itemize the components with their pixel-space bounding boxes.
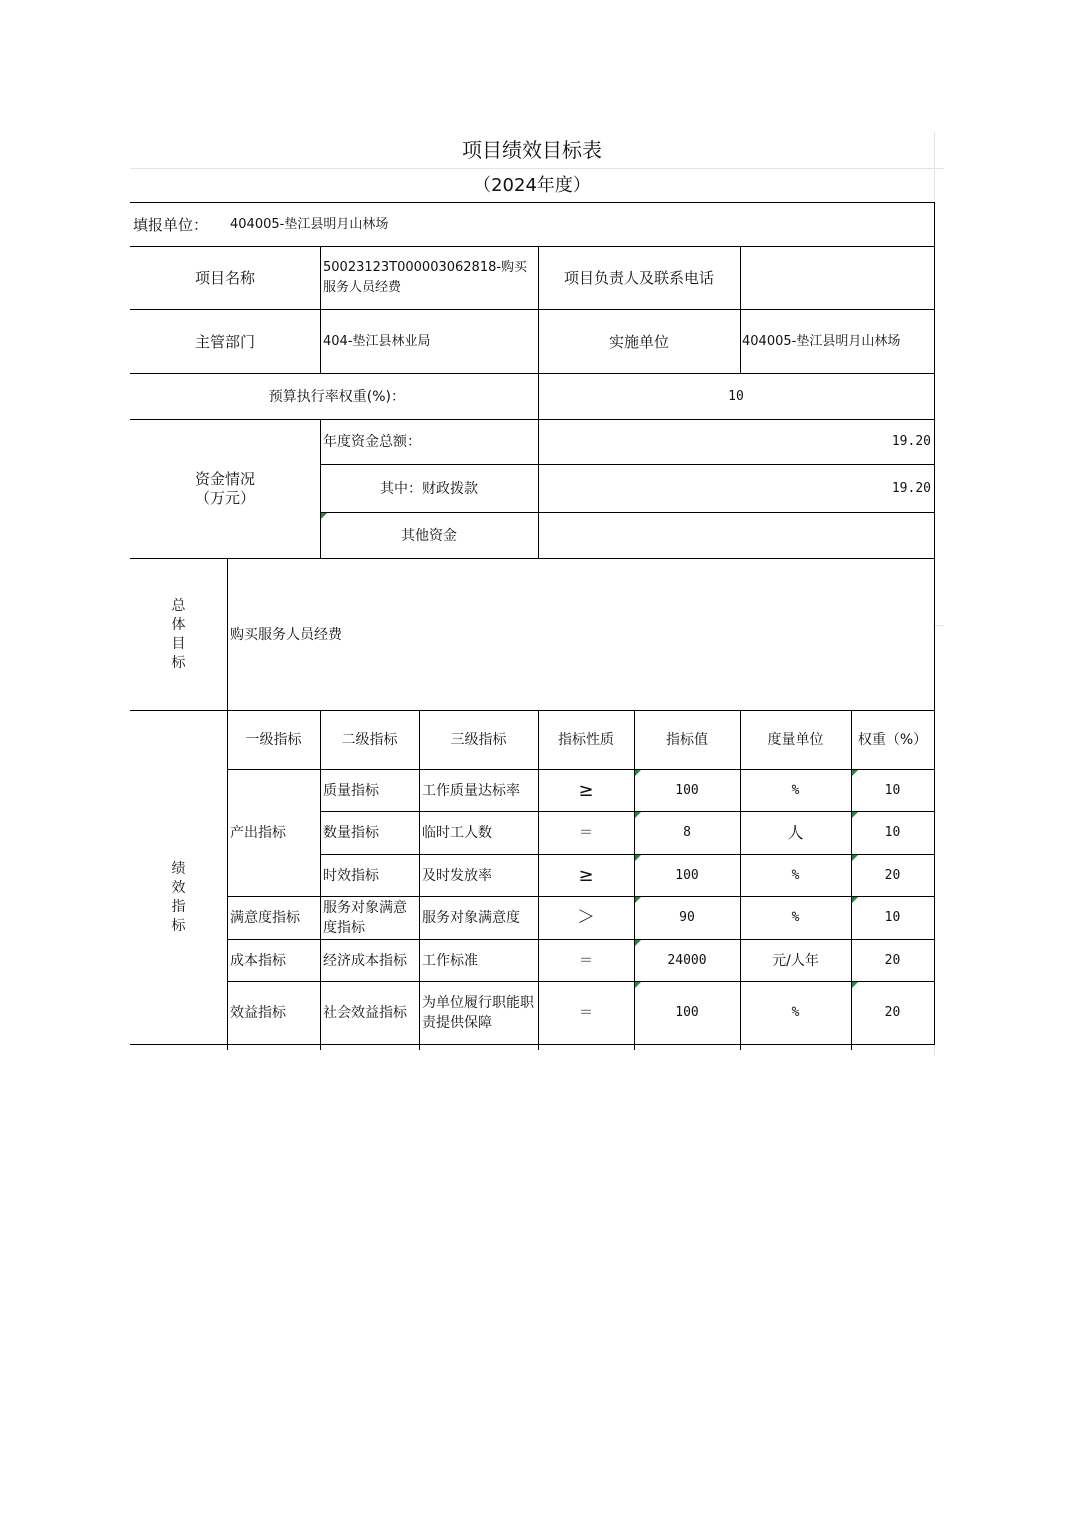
indicator-nature: ≥ — [578, 779, 594, 801]
indicator-level3: 及时发放率 — [422, 867, 492, 884]
goal-char: 标 — [171, 654, 186, 671]
indicator-level2: 经济成本指标 — [323, 952, 407, 969]
perf-char: 指 — [171, 898, 186, 915]
impl-label: 实施单位 — [608, 332, 669, 351]
goal-value: 购买服务人员经费 — [230, 626, 342, 643]
header-level1: 一级指标 — [245, 732, 302, 748]
indicator-unit: % — [791, 782, 800, 798]
header-level2: 二级指标 — [341, 732, 398, 748]
funds-fiscal-value: 19.20 — [891, 480, 931, 496]
indicator-weight: 20 — [884, 867, 901, 883]
project-name-label: 项目名称 — [194, 269, 255, 287]
indicator-level2: 时效指标 — [323, 867, 379, 884]
dept-value: 404-垫江县林业局 — [323, 333, 431, 349]
header-value: 指标值 — [666, 732, 708, 748]
header-level3: 三级指标 — [450, 732, 507, 748]
indicator-value: 100 — [675, 867, 699, 883]
fill-unit-value: 404005-垫江县明月山林场 — [230, 216, 389, 232]
indicator-unit: 人 — [787, 823, 804, 842]
gridline — [934, 1044, 935, 1056]
indicator-unit: % — [791, 910, 800, 925]
project-name-value: 50023123T000003062818-购买服务人员经费 — [323, 260, 528, 295]
indicator-level2: 社会效益指标 — [323, 1005, 407, 1021]
funds-label — [130, 420, 320, 558]
indicator-weight: 10 — [884, 782, 901, 798]
gridline — [130, 168, 944, 169]
indicator-nature: ＝ — [579, 1005, 593, 1021]
indicator-nature: ≥ — [578, 864, 594, 886]
project-leader-label: 项目负责人及联系电话 — [563, 269, 714, 287]
page-subtitle: （2024年度） — [473, 175, 591, 196]
funds-other-label: 其他资金 — [401, 527, 457, 544]
budget-rate-value: 10 — [728, 388, 744, 404]
indicator-value: 90 — [679, 910, 695, 925]
indicator-weight: 10 — [884, 825, 901, 840]
indicator-unit: % — [791, 1005, 800, 1020]
indicator-weight: 20 — [884, 952, 901, 968]
indicator-value: 24000 — [667, 952, 707, 968]
header-nature: 指标性质 — [558, 732, 614, 748]
indicator-unit: 元/人年 — [772, 952, 819, 969]
indicator-level3: 服务对象满意度 — [422, 910, 520, 926]
header-weight: 权重（%） — [857, 732, 928, 748]
indicator-level3: 工作质量达标率 — [422, 782, 520, 799]
goal-label — [130, 559, 227, 710]
project-leader-value — [740, 247, 934, 309]
level1-output: 产出指标 — [230, 825, 286, 841]
indicator-nature: ＝ — [579, 952, 593, 969]
indicator-level3: 临时工人数 — [422, 825, 492, 841]
indicator-value: 8 — [683, 825, 691, 840]
gridline — [934, 132, 935, 202]
indicator-level3: 工作标准 — [422, 952, 478, 969]
table-border — [934, 202, 935, 1045]
indicator-value: 100 — [675, 782, 699, 798]
dept-label: 主管部门 — [194, 332, 255, 351]
header-unit: 度量单位 — [767, 732, 824, 748]
perf-char: 效 — [171, 879, 186, 896]
indicator-weight: 10 — [884, 910, 901, 925]
funds-total-label: 年度资金总额： — [323, 434, 421, 450]
funds-fiscal-label: 其中：财政拨款 — [380, 480, 478, 497]
impl-value: 404005-垫江县明月山林场 — [742, 333, 901, 349]
funds-title: 资金情况 — [194, 470, 255, 488]
gridline — [934, 625, 944, 626]
fill-unit-label: 填报单位： — [133, 215, 209, 234]
level1-benefit: 效益指标 — [230, 1005, 286, 1021]
goal-char: 体 — [171, 616, 186, 633]
indicator-nature: ＞ — [577, 907, 595, 928]
goal-char: 目 — [171, 635, 186, 652]
indicator-value: 100 — [675, 1005, 699, 1020]
indicator-weight: 20 — [884, 1005, 901, 1020]
funds-unit: （万元） — [194, 489, 255, 507]
funds-other-value — [538, 513, 934, 558]
table-border — [130, 1044, 935, 1045]
indicator-level2: 服务对象满意度指标 — [323, 900, 407, 936]
perf-char: 绩 — [171, 860, 186, 877]
funds-total-value: 19.20 — [891, 434, 931, 449]
indicator-nature: ＝ — [579, 825, 593, 841]
page-title: 项目绩效目标表 — [462, 138, 602, 162]
indicator-level2: 质量指标 — [323, 782, 379, 799]
level1-cost: 成本指标 — [230, 952, 286, 969]
indicator-level3: 为单位履行职能职责提供保障 — [422, 995, 534, 1031]
goal-char: 总 — [171, 597, 186, 614]
perf-label — [130, 711, 227, 1044]
budget-rate-label: 预算执行率权重(%)： — [268, 388, 405, 405]
indicator-level2: 数量指标 — [323, 825, 379, 841]
indicator-unit: % — [791, 867, 800, 883]
perf-char: 标 — [171, 917, 186, 934]
level1-satisfaction: 满意度指标 — [230, 910, 300, 926]
